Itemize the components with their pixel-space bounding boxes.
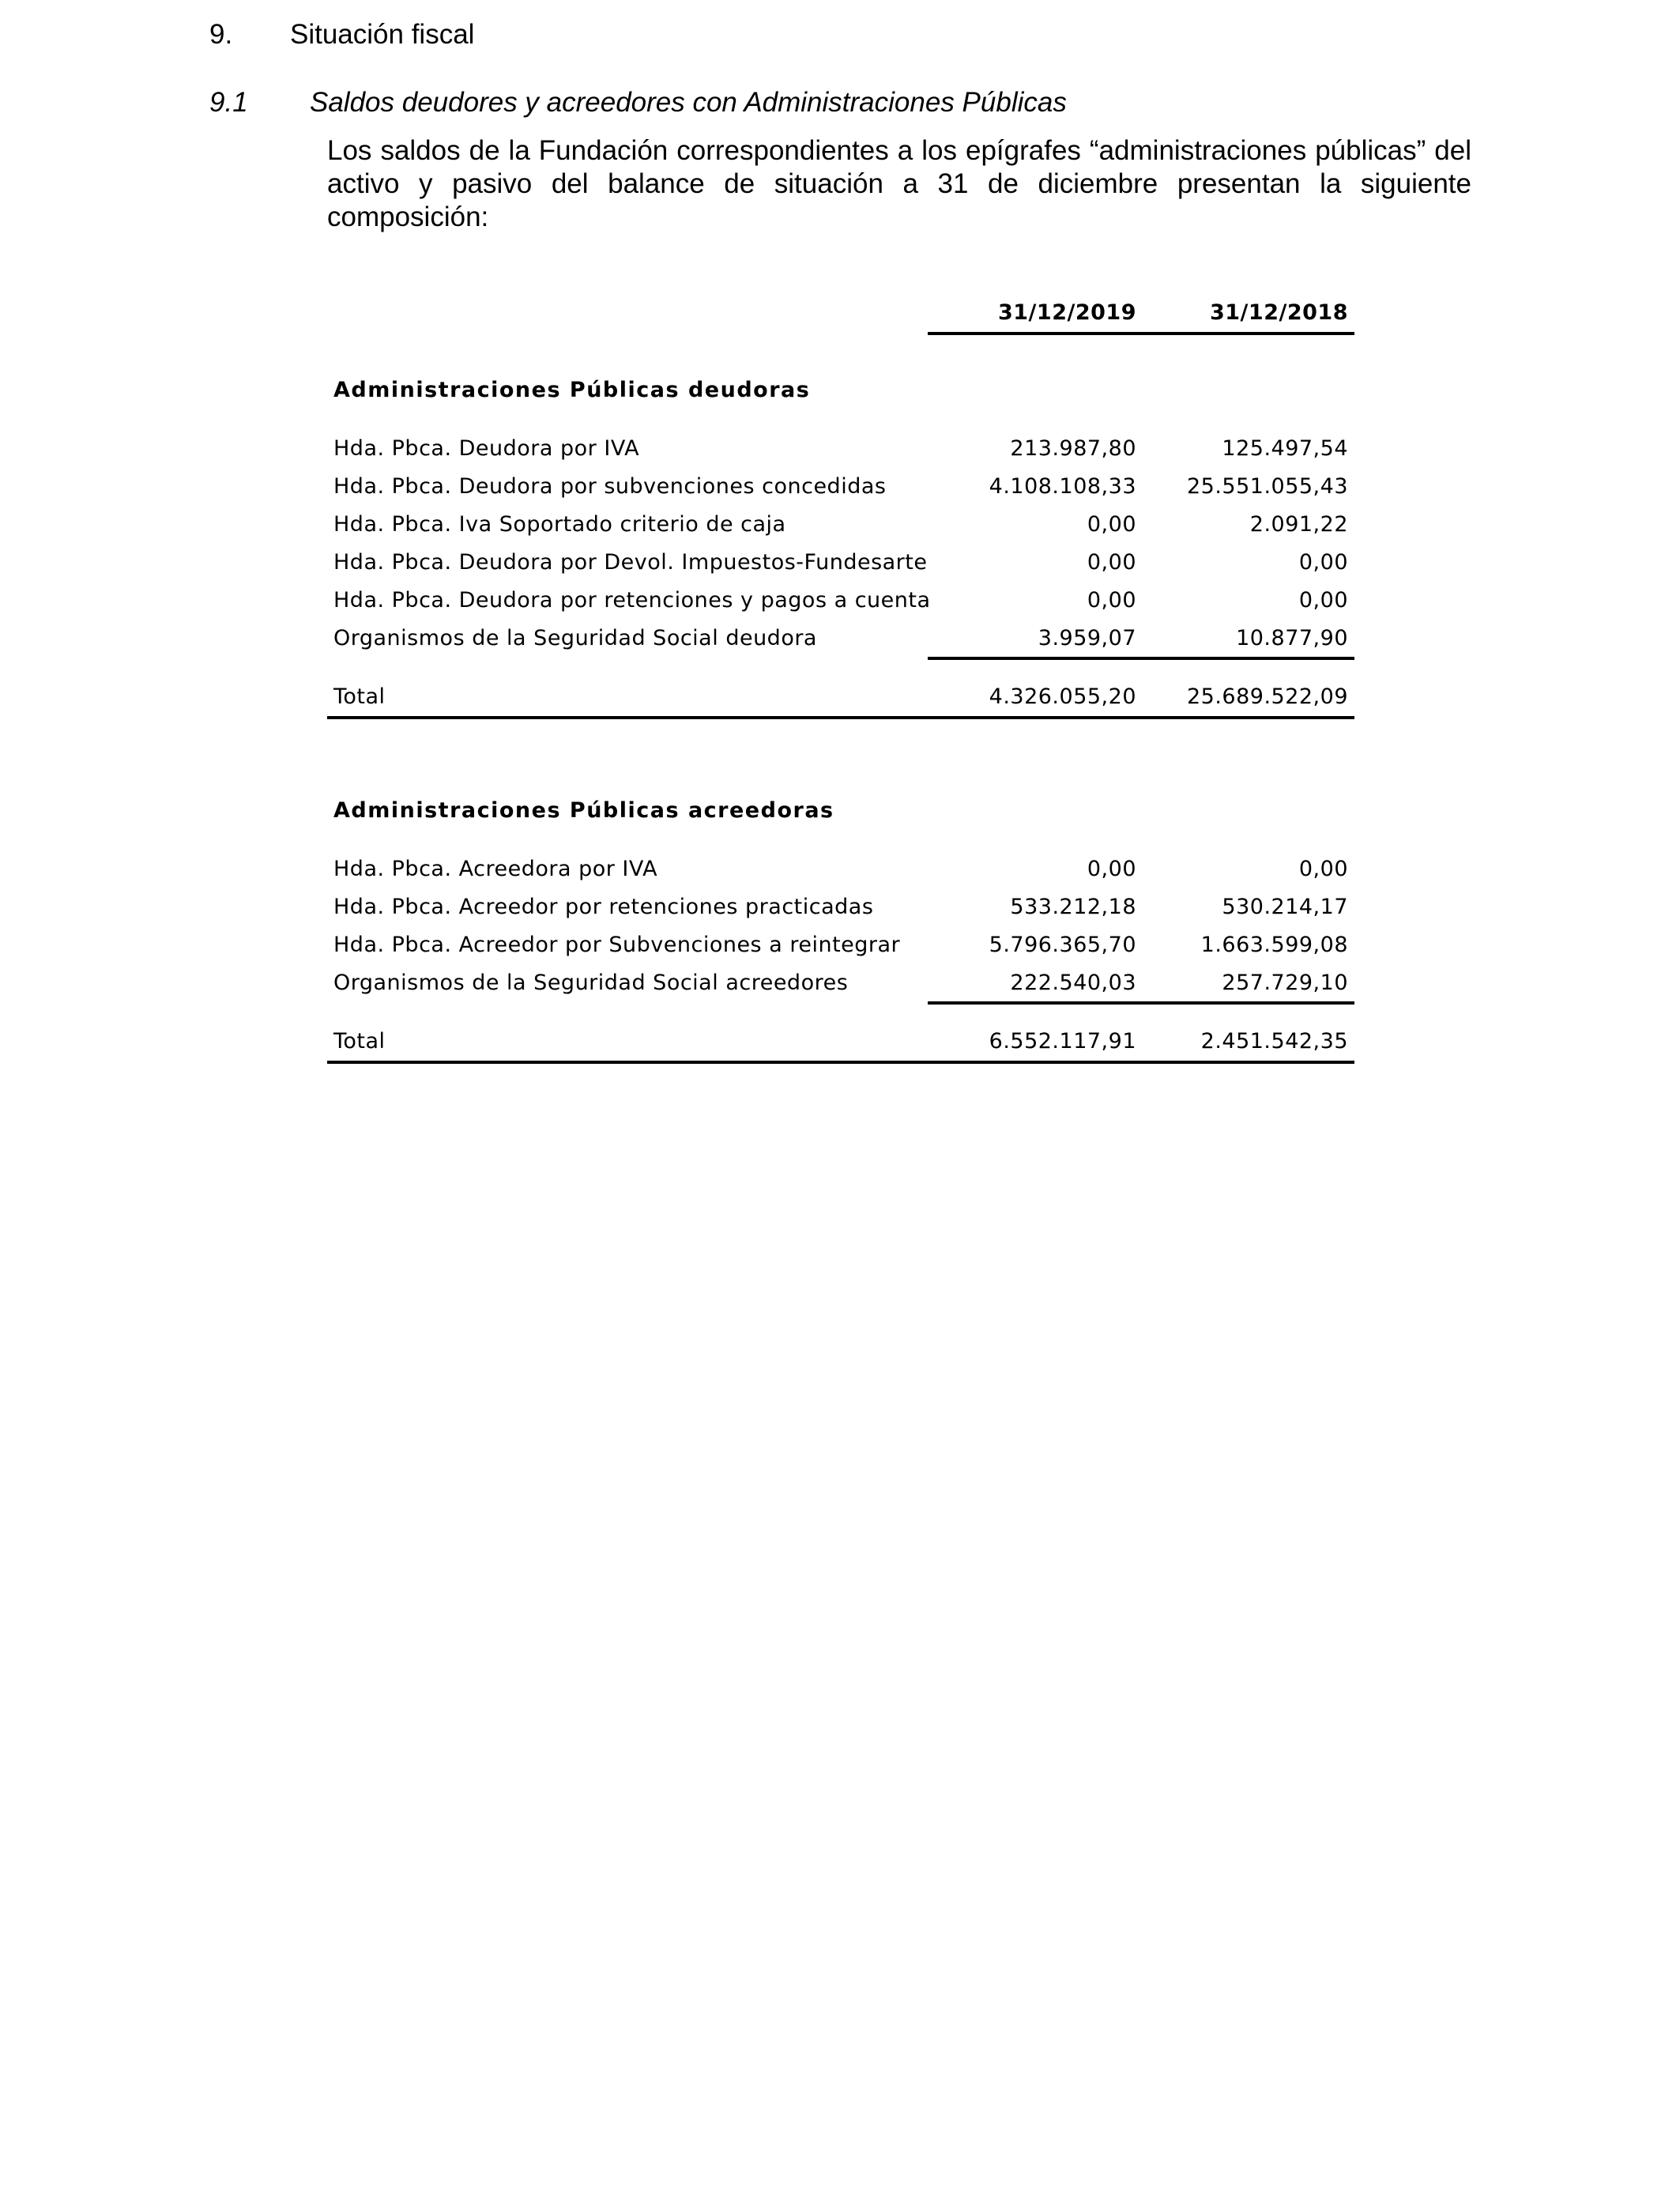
value-2018: 0,00 [1298, 550, 1348, 575]
column-header-2018: 31/12/2018 [1209, 300, 1348, 325]
value-2018: 530.214,17 [1222, 895, 1348, 919]
row-label: Hda. Pbca. Acreedora por IVA [333, 857, 658, 881]
value-2019: 213.987,80 [1010, 436, 1136, 461]
total-2019: 4.326.055,20 [989, 684, 1136, 709]
acreedoras-total-row [327, 1026, 1354, 1061]
deudoras-total-row [327, 681, 1354, 716]
value-2019: 222.540,03 [1010, 971, 1136, 995]
value-2019: 0,00 [1087, 857, 1136, 881]
table-row [327, 623, 1354, 658]
table-header-row [327, 297, 1354, 332]
intro-paragraph: Los saldos de la Fundación correspondientes a los epígrafes “administraciones públicas” del activo y pasivo del balance de situación a 31 de diciembre presentan la siguiente composición: [327, 135, 1471, 232]
value-2018: 0,00 [1298, 588, 1348, 613]
table-row [327, 854, 1354, 888]
value-2019: 0,00 [1087, 588, 1136, 613]
header-rule [928, 332, 1354, 335]
subsection-title: Saldos deudores y acreedores con Administraciones Públicas [310, 87, 1067, 118]
value-2018: 2.091,22 [1249, 512, 1348, 537]
row-label: Hda. Pbca. Deudora por Devol. Impuestos-Fundesarte [333, 550, 928, 575]
value-2019: 3.959,07 [1038, 626, 1136, 650]
table-row [327, 433, 1354, 468]
table-row [327, 547, 1354, 582]
value-2018: 0,00 [1298, 857, 1348, 881]
subtotal-rule [928, 657, 1354, 660]
acreedoras-section-header [327, 795, 1354, 830]
row-label: Hda. Pbca. Deudora por IVA [333, 436, 640, 461]
value-2018: 10.877,90 [1236, 626, 1348, 650]
deudoras-section-header [327, 375, 1354, 409]
section-number: 9. [209, 19, 233, 50]
value-2018: 125.497,54 [1222, 436, 1348, 461]
total-label: Total [333, 684, 386, 709]
value-2019: 0,00 [1087, 550, 1136, 575]
value-2019: 5.796.365,70 [989, 933, 1136, 957]
row-label: Organismos de la Seguridad Social deudora [333, 626, 817, 650]
deudoras-title: Administraciones Públicas deudoras [333, 378, 811, 402]
value-2019: 533.212,18 [1010, 895, 1136, 919]
acreedoras-title: Administraciones Públicas acreedoras [333, 798, 834, 823]
table-row [327, 509, 1354, 544]
table-row [327, 929, 1354, 964]
value-2018: 25.551.055,43 [1186, 474, 1348, 499]
balances-table [327, 0, 1354, 1106]
table-row [327, 471, 1354, 506]
row-label: Hda. Pbca. Acreedor por retenciones practicadas [333, 895, 874, 919]
table-row [327, 892, 1354, 926]
row-label: Hda. Pbca. Deudora por subvenciones concedidas [333, 474, 887, 499]
value-2019: 4.108.108,33 [989, 474, 1136, 499]
value-2019: 0,00 [1087, 512, 1136, 537]
total-label: Total [333, 1029, 386, 1054]
total-2018: 25.689.522,09 [1186, 684, 1348, 709]
total-2018: 2.451.542,35 [1200, 1029, 1348, 1054]
subtotal-rule [928, 1001, 1354, 1005]
value-2018: 1.663.599,08 [1200, 933, 1348, 957]
row-label: Hda. Pbca. Acreedor por Subvenciones a reintegrar [333, 933, 901, 957]
table-row [327, 585, 1354, 620]
section-title: Situación fiscal [290, 19, 475, 50]
total-rule [327, 1061, 1354, 1064]
row-label: Organismos de la Seguridad Social acreedores [333, 971, 849, 995]
subsection-number: 9.1 [209, 87, 248, 118]
table-row [327, 967, 1354, 1002]
total-rule [327, 716, 1354, 719]
total-2019: 6.552.117,91 [989, 1029, 1136, 1054]
row-label: Hda. Pbca. Deudora por retenciones y pagos a cuenta [333, 588, 931, 613]
column-header-2019: 31/12/2019 [997, 300, 1136, 325]
row-label: Hda. Pbca. Iva Soportado criterio de caja [333, 512, 786, 537]
value-2018: 257.729,10 [1222, 971, 1348, 995]
